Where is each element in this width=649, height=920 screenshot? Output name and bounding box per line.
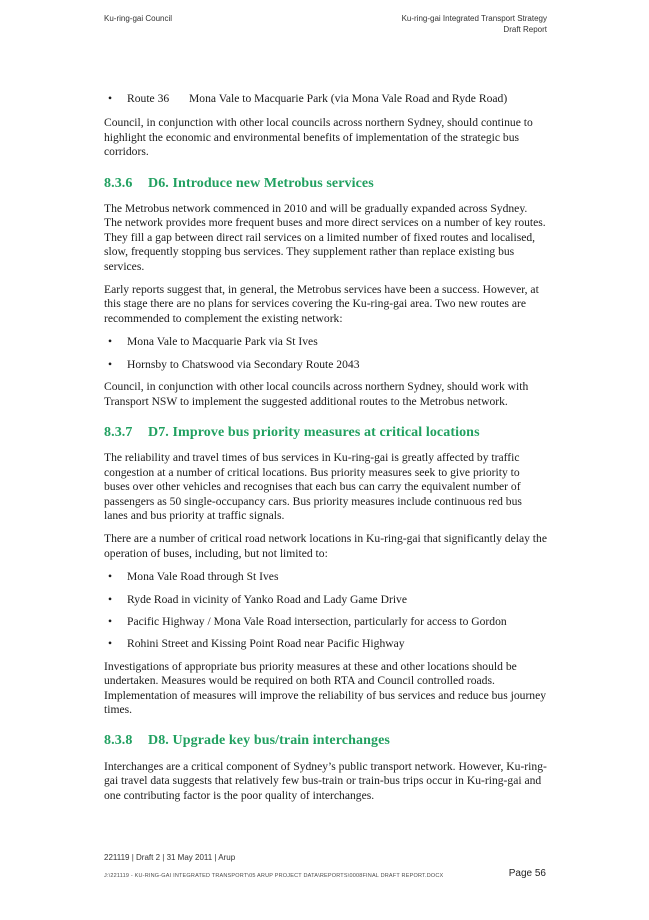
footer-doc-info: 221119 | Draft 2 | 31 May 2011 | Arup (104, 853, 236, 862)
list-item-metrobus-route (104, 358, 547, 372)
paragraph-strategic-corridors: Council, in conjunction with other local councils across northern Sydney, should continue to highlight the economic and environmental benefits of implementation of the strategic bus corridors. (104, 116, 533, 159)
list-item-text: Pacific Highway / Mona Vale Road intersection, particularly for access to Gordon (127, 614, 507, 628)
paragraph-bus-priority-overview: The reliability and travel times of bus services in Ku-ring-gai is greatly affected by traffic congestion at a number of critical locations. Bus priority measures seek to give priority to buses over other vehicles and recognises that each bus can carry the equivalent number of passengers as 50 single-occupancy cars. Bus priority measures include continuous red bus lanes and bus priority at traffic signals. (104, 451, 522, 522)
list-item-metrobus-route (104, 335, 547, 349)
paragraph-metrobus-implement: Council, in conjunction with other local councils across northern Sydney, should work with Transport NSW to implement the suggested additional routes to the Metrobus network. (104, 380, 529, 408)
section-title: D8. Upgrade key bus/train interchanges (148, 733, 390, 749)
page-footer (104, 853, 546, 879)
section-heading-8-3-8 (104, 734, 547, 748)
footer-file-path: J:\221119 - KU-RING-GAI INTEGRATED TRANSPORT\05 ARUP PROJECT DATA\REPORTS\0008FINAL DRAFT REPORT.DOCX (104, 873, 444, 879)
header-report-title-line1: Ku-ring-gai Integrated Transport Strategy (401, 14, 547, 23)
paragraph-investigations: Investigations of appropriate bus priority measures at these and other locations should be undertaken. Measures would be required on both RTA and Council controlled roads. Implementation of measures will improve the reliability of bus services and reduce bus journey times. (104, 659, 547, 716)
list-item-text: Rohini Street and Kissing Point Road near Pacific Highway (127, 637, 405, 651)
list-item-text: Mona Vale to Macquarie Park via St Ives (127, 335, 318, 349)
list-item-critical-location (104, 593, 547, 607)
section-title: D6. Introduce new Metrobus services (148, 175, 374, 191)
list-item-text: Mona Vale Road through St Ives (127, 570, 279, 584)
paragraph-metrobus-overview: The Metrobus network commenced in 2010 and will be gradually expanded across Sydney. The network provides more frequent buses and more direct services on a number of key routes. They fill a gap between direct rail services on a limited number of fixed routes and localised, slow, frequently stopping bus services. They supplement rather than replace existing bus services. (104, 202, 546, 273)
section-heading-8-3-7 (104, 426, 547, 440)
section-title: D7. Improve bus priority measures at critical locations (148, 424, 480, 440)
section-number: 8.3.8 (104, 733, 133, 749)
paragraph-metrobus-success: Early reports suggest that, in general, the Metrobus services have been a success. However, at this stage there are no plans for services covering the Ku-ring-gai area. Two new routes are recommended to complement the existing network: (104, 283, 539, 325)
document-body (104, 92, 547, 812)
list-item-text: Hornsby to Chatswood via Secondary Route 2043 (127, 357, 360, 371)
page-number: Page 56 (508, 868, 546, 879)
list-item-critical-location (104, 570, 547, 584)
paragraph-interchanges: Interchanges are a critical component of Sydney’s public transport network. However, Ku-ring-gai travel data suggests that relatively few bus-train or train-bus trips occur in Ku-ring-gai and one contributing factor is the poor quality of interchanges. (104, 759, 547, 802)
list-item-route-36 (104, 92, 547, 106)
route-number-label: Route 36 (127, 92, 170, 105)
list-item-critical-location (104, 615, 547, 629)
list-item-text: Ryde Road in vicinity of Yanko Road and Lady Game Drive (127, 592, 407, 606)
section-number: 8.3.6 (104, 175, 133, 191)
page-header (104, 14, 547, 36)
header-report-title-line2: Draft Report (503, 24, 547, 34)
route-description: Mona Vale to Macquarie Park (via Mona Vale Road and Ryde Road) (189, 92, 508, 105)
list-item-critical-location (104, 637, 547, 651)
header-council-name: Ku-ring-gai Council (104, 14, 173, 23)
paragraph-critical-locations-intro: There are a number of critical road network locations in Ku-ring-gai that significantly delay the operation of buses, including, but not limited to: (104, 532, 547, 560)
section-heading-8-3-6 (104, 177, 547, 191)
footer-left (104, 853, 443, 879)
header-report-title (402, 14, 547, 36)
section-number: 8.3.7 (104, 424, 133, 440)
